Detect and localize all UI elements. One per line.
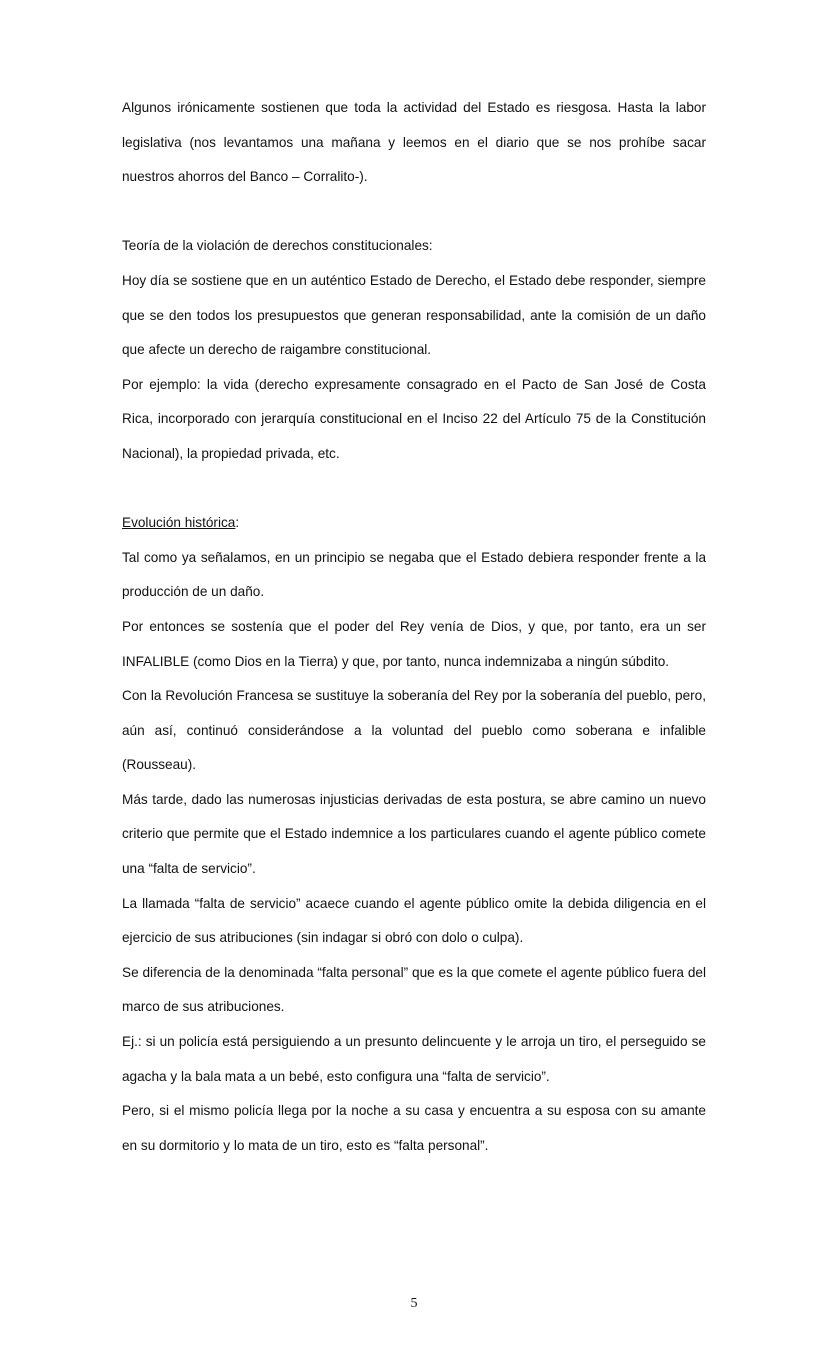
paragraph: La llamada “falta de servicio” acaece cuando el agente público omite la debida diligencia en el ejercicio de sus atribuciones (sin indagar si obró con dolo o culpa). (122, 895, 706, 946)
heading-colon: : (235, 515, 240, 531)
paragraph-intro: Algunos irónicamente sostienen que toda la actividad del Estado es riesgosa. Hasta la labor legislativa (nos levantamos una mañana y leemos en el diario que se nos prohíbe sacar nuestros ahorros del Banco – Corralito-). (122, 100, 706, 185)
paragraph: Más tarde, dado las numerosas injusticias derivadas de esta postura, se abre camino un nuevo criterio que permite que el Estado indemnice a los particulares cuando el agente público comete una “falta de servicio”. (122, 791, 706, 877)
paragraph: Hoy día se sostiene que en un auténtico Estado de Derecho, el Estado debe responder, siempre que se den todos los presupuestos que generan responsabilidad, ante la comisión de un daño que afecte un derecho de raigambre constitucional. (122, 272, 706, 358)
section-heading-evolucion (122, 506, 706, 541)
heading-underlined-text: Evolución histórica (122, 515, 236, 531)
paragraph-spacer (122, 195, 706, 230)
paragraph: Por entonces se sostenía que el poder del Rey venía de Dios, y que, por tanto, era un ser INFALIBLE (como Dios en la Tierra) y que, por tanto, nunca indemnizaba a ningún súbdito. (122, 618, 706, 669)
paragraph: Con la Revolución Francesa se sustituye la soberanía del Rey por la soberanía del pueblo, pero, aún así, continuó considerándose a la voluntad del pueblo como soberana e infalible (Rousseau). (122, 688, 706, 773)
paragraph: Tal como ya señalamos, en un principio se negaba que el Estado debiera responder frente a la producción de un daño. (122, 549, 706, 600)
paragraph: Por ejemplo: la vida (derecho expresamente consagrado en el Pacto de San José de Costa Rica, incorporado con jerarquía constitucional en el Inciso 22 del Artículo 75 de la Constitución Nacional), la propiedad privada, etc. (122, 376, 706, 461)
paragraph: Se diferencia de la denominada “falta personal” que es la que comete el agente público fuera del marco de sus atribuciones. (122, 964, 706, 1015)
paragraph: Pero, si el mismo policía llega por la noche a su casa y encuentra a su esposa con su amante en su dormitorio y lo mata de un tiro, esto es “falta personal”. (122, 1103, 706, 1153)
paragraph: Ej.: si un policía está persiguiendo a un presunto delincuente y le arroja un tiro, el perseguido se agacha y la bala mata a un bebé, esto configura una “falta de servicio”. (122, 1034, 706, 1084)
page-body (122, 91, 706, 1163)
page-number: 5 (410, 1296, 418, 1311)
section-heading-constitucional: Teoría de la violación de derechos constitucionales: (122, 238, 433, 254)
paragraph-spacer (122, 472, 706, 507)
